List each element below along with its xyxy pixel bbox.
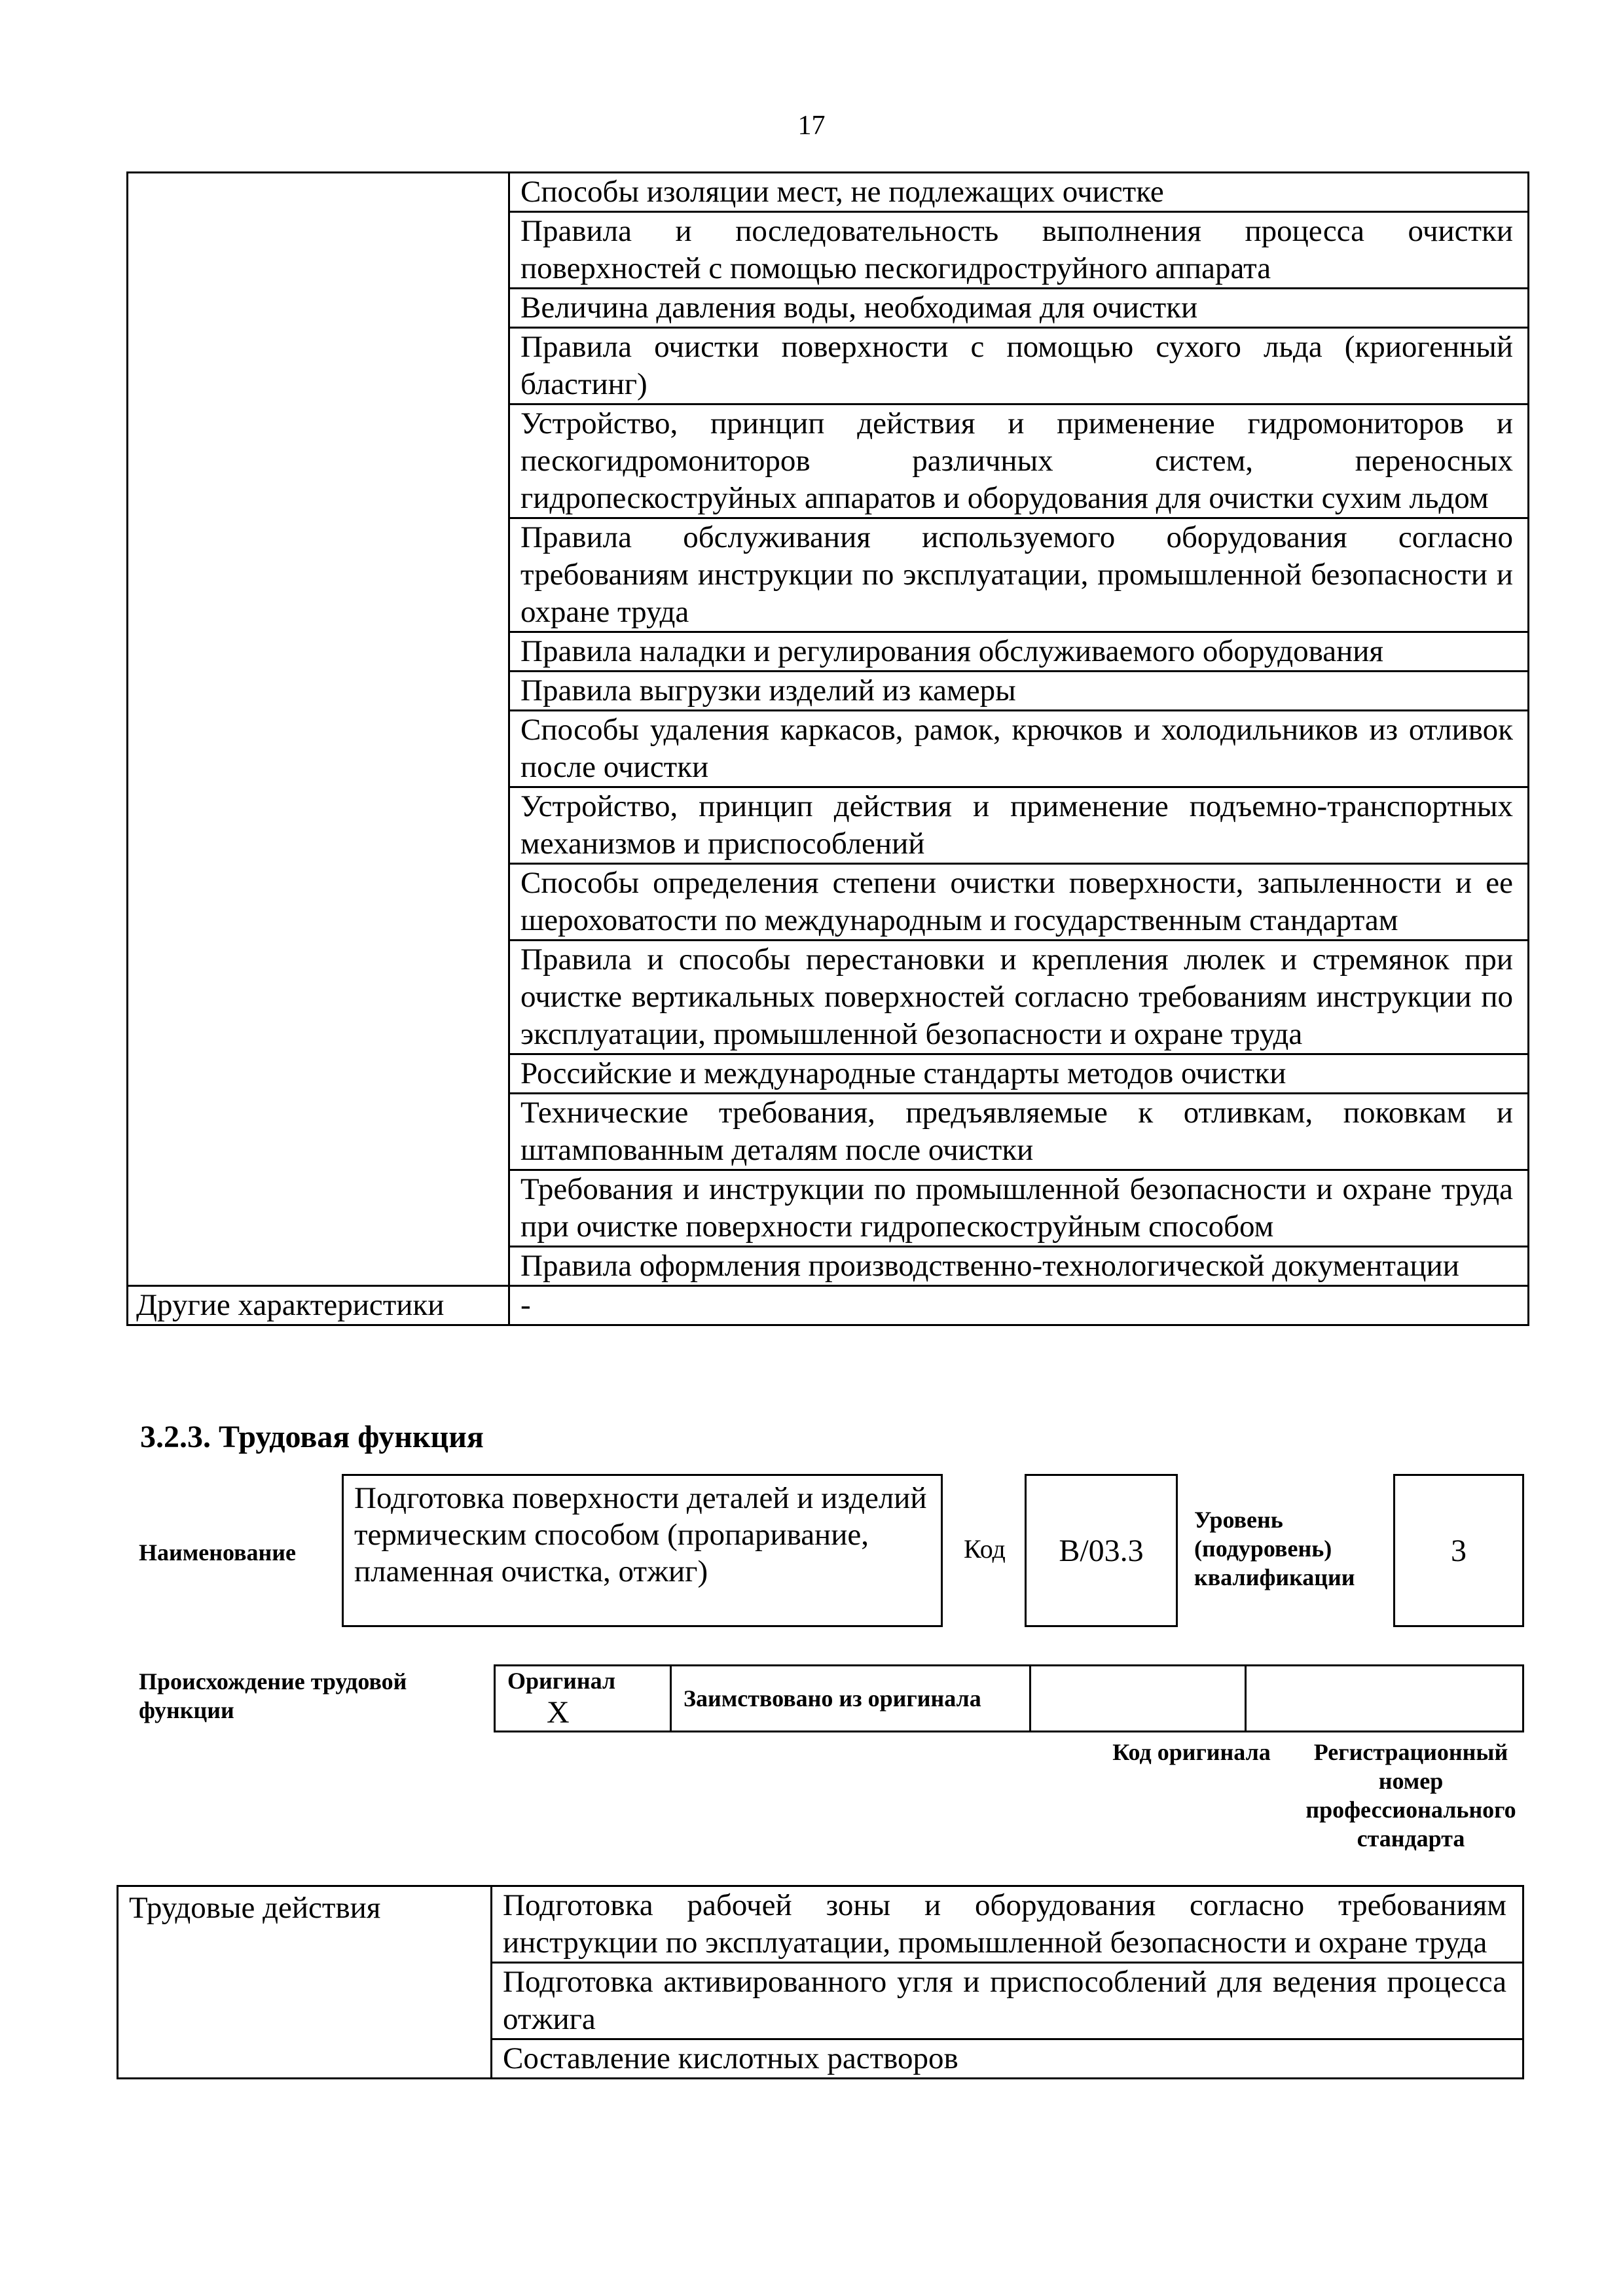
code-value: B/03.3 xyxy=(1059,1533,1144,1568)
knowledge-item: Правила обслуживания используемого оборудования согласно требованиям инструкции по эксплуатации, промышленной безопасности и охране труда xyxy=(509,518,1529,632)
original-mark: X xyxy=(547,1695,570,1730)
action-item: Составление кислотных растворов xyxy=(492,2039,1523,2079)
function-name-value: Подготовка поверхности деталей и изделий термическим способом (пропаривание, пламенная очистка, отжиг) xyxy=(354,1481,927,1588)
section-heading: 3.2.3. Трудовая функция xyxy=(140,1420,484,1454)
origin-table xyxy=(494,1664,1524,1732)
other-characteristics-value: - xyxy=(509,1286,1529,1325)
knowledge-item: Правила и последовательность выполнения процесса очистки поверхностей с помощью пескогидроструйного аппарата xyxy=(509,212,1529,289)
knowledge-item: Устройство, принцип действия и применение гидромониторов и пескогидромониторов различных систем, переносных гидропескоструйных аппаратов и оборудования для очистки сухим льдом xyxy=(509,404,1529,518)
level-value: 3 xyxy=(1451,1533,1467,1568)
knowledge-item: Правила и способы перестановки и крепления люлек и стремянок при очистке вертикальных поверхностей согласно требованиям инструкции по эксплуатации, промышленной безопасности и охране труда xyxy=(509,941,1529,1054)
knowledge-item: Правила наладки и регулирования обслуживаемого оборудования xyxy=(509,632,1529,672)
knowledge-item: Способы изоляции мест, не подлежащих очистке xyxy=(509,173,1529,212)
other-characteristics-label: Другие характеристики xyxy=(128,1286,509,1325)
original-label: Оригинал xyxy=(507,1667,616,1694)
origin-label: Происхождение трудовой функции xyxy=(139,1668,407,1723)
borrowed-label: Заимствовано из оригинала xyxy=(684,1685,981,1712)
knowledge-item: Величина давления воды, необходимая для очистки xyxy=(509,289,1529,328)
original-code-cell xyxy=(1030,1666,1246,1732)
knowledge-row xyxy=(128,173,1529,212)
actions-label: Трудовые действия xyxy=(118,1886,492,2079)
knowledge-item: Устройство, принцип действия и применение подъемно-транспортных механизмов и приспособлений xyxy=(509,787,1529,864)
registration-caption: Регистрационный номер профессионального стандарта xyxy=(1305,1739,1516,1852)
level-label: Уровень (подуровень) квалификации xyxy=(1194,1507,1355,1590)
other-characteristics-row xyxy=(128,1286,1529,1325)
name-label: Наименование xyxy=(139,1539,296,1566)
borrowed-cell xyxy=(671,1666,1030,1732)
knowledge-item: Требования и инструкции по промышленной безопасности и охране труда при очистке поверхности гидропескоструйным способом xyxy=(509,1170,1529,1247)
knowledge-item: Российские и международные стандарты методов очистки xyxy=(509,1054,1529,1094)
knowledge-table xyxy=(126,171,1529,1326)
knowledge-label-cell xyxy=(128,173,509,1286)
action-row xyxy=(118,1886,1523,1963)
registration-number-cell xyxy=(1246,1666,1523,1732)
knowledge-item: Правила оформления производственно-технологической документации xyxy=(509,1247,1529,1286)
level-box xyxy=(1393,1474,1524,1627)
actions-table xyxy=(117,1885,1524,2079)
action-item: Подготовка активированного угля и приспособлений для ведения процесса отжига xyxy=(492,1963,1523,2039)
knowledge-item: Правила выгрузки изделий из камеры xyxy=(509,672,1529,711)
code-box xyxy=(1025,1474,1178,1627)
knowledge-item: Правила очистки поверхности с помощью сухого льда (криогенный бластинг) xyxy=(509,328,1529,404)
function-name-box xyxy=(342,1474,943,1627)
knowledge-item: Технические требования, предъявляемые к отливкам, поковкам и штампованным деталям после очистки xyxy=(509,1094,1529,1170)
code-label: Код xyxy=(964,1534,1006,1564)
page-number: 17 xyxy=(797,111,826,141)
code-caption: Код оригинала xyxy=(1112,1739,1271,1765)
knowledge-item: Способы определения степени очистки поверхности, запыленности и ее шероховатости по международным и государственным стандартам xyxy=(509,864,1529,941)
knowledge-item: Способы удаления каркасов, рамок, крючков и холодильников из отливок после очистки xyxy=(509,711,1529,787)
action-item: Подготовка рабочей зоны и оборудования согласно требованиям инструкции по эксплуатации, промышленной безопасности и охране труда xyxy=(492,1886,1523,1963)
original-label-cell xyxy=(495,1666,671,1732)
